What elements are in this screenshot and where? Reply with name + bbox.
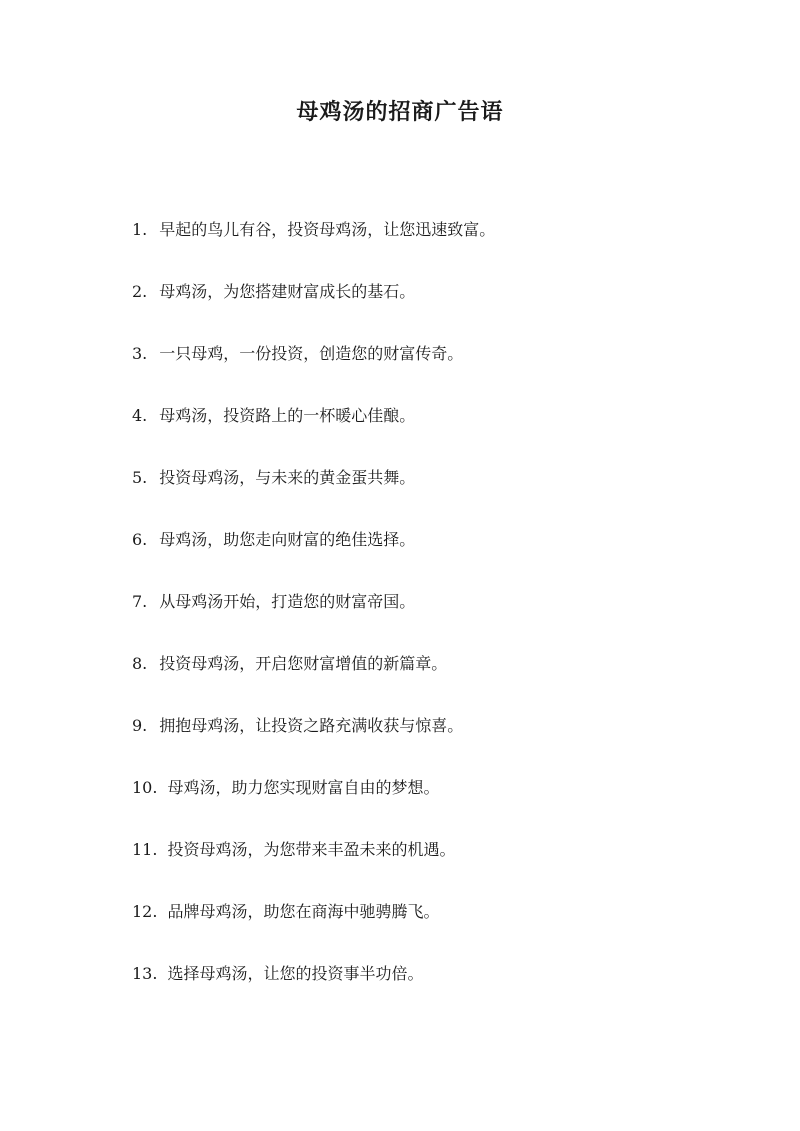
list-item [132, 958, 732, 1020]
list-item [132, 896, 732, 958]
list-item [132, 214, 732, 276]
item-number: 9. [132, 716, 148, 735]
item-text: 母鸡汤，助您走向财富的绝佳选择。 [159, 530, 416, 549]
item-text: 投资母鸡汤，开启您财富增值的新篇章。 [159, 654, 448, 673]
list-item [132, 524, 732, 586]
list-item [132, 710, 732, 772]
list-item [132, 338, 732, 400]
item-number: 11. [132, 840, 158, 859]
list-item [132, 462, 732, 524]
item-number: 4. [132, 406, 148, 425]
item-text: 一只母鸡，一份投资，创造您的财富传奇。 [159, 344, 464, 363]
item-number: 13. [132, 964, 158, 983]
list-item [132, 648, 732, 710]
list-item [132, 772, 732, 834]
item-number: 6. [132, 530, 148, 549]
item-text: 从母鸡汤开始，打造您的财富帝国。 [159, 592, 416, 611]
item-text: 母鸡汤，投资路上的一杯暖心佳酿。 [159, 406, 416, 425]
list-item [132, 400, 732, 462]
item-text: 早起的鸟儿有谷，投资母鸡汤，让您迅速致富。 [159, 220, 496, 239]
list-item [132, 586, 732, 648]
item-number: 3. [132, 344, 148, 363]
item-number: 5. [132, 468, 148, 487]
slogan-list [132, 214, 732, 1020]
document-title: 母鸡汤的招商广告语 [296, 99, 504, 125]
item-text: 母鸡汤，为您搭建财富成长的基石。 [159, 282, 416, 301]
item-number: 1. [132, 220, 148, 239]
item-number: 12. [132, 902, 158, 921]
item-text: 母鸡汤，助力您实现财富自由的梦想。 [167, 778, 440, 797]
item-number: 8. [132, 654, 148, 673]
item-text: 选择母鸡汤，让您的投资事半功倍。 [167, 964, 424, 983]
item-text: 投资母鸡汤，与未来的黄金蛋共舞。 [159, 468, 416, 487]
item-text: 拥抱母鸡汤，让投资之路充满收获与惊喜。 [159, 716, 464, 735]
item-text: 品牌母鸡汤，助您在商海中驰骋腾飞。 [167, 902, 440, 921]
item-text: 投资母鸡汤，为您带来丰盈未来的机遇。 [167, 840, 456, 859]
item-number: 7. [132, 592, 148, 611]
list-item [132, 276, 732, 338]
item-number: 2. [132, 282, 148, 301]
item-number: 10. [132, 778, 158, 797]
list-item [132, 834, 732, 896]
